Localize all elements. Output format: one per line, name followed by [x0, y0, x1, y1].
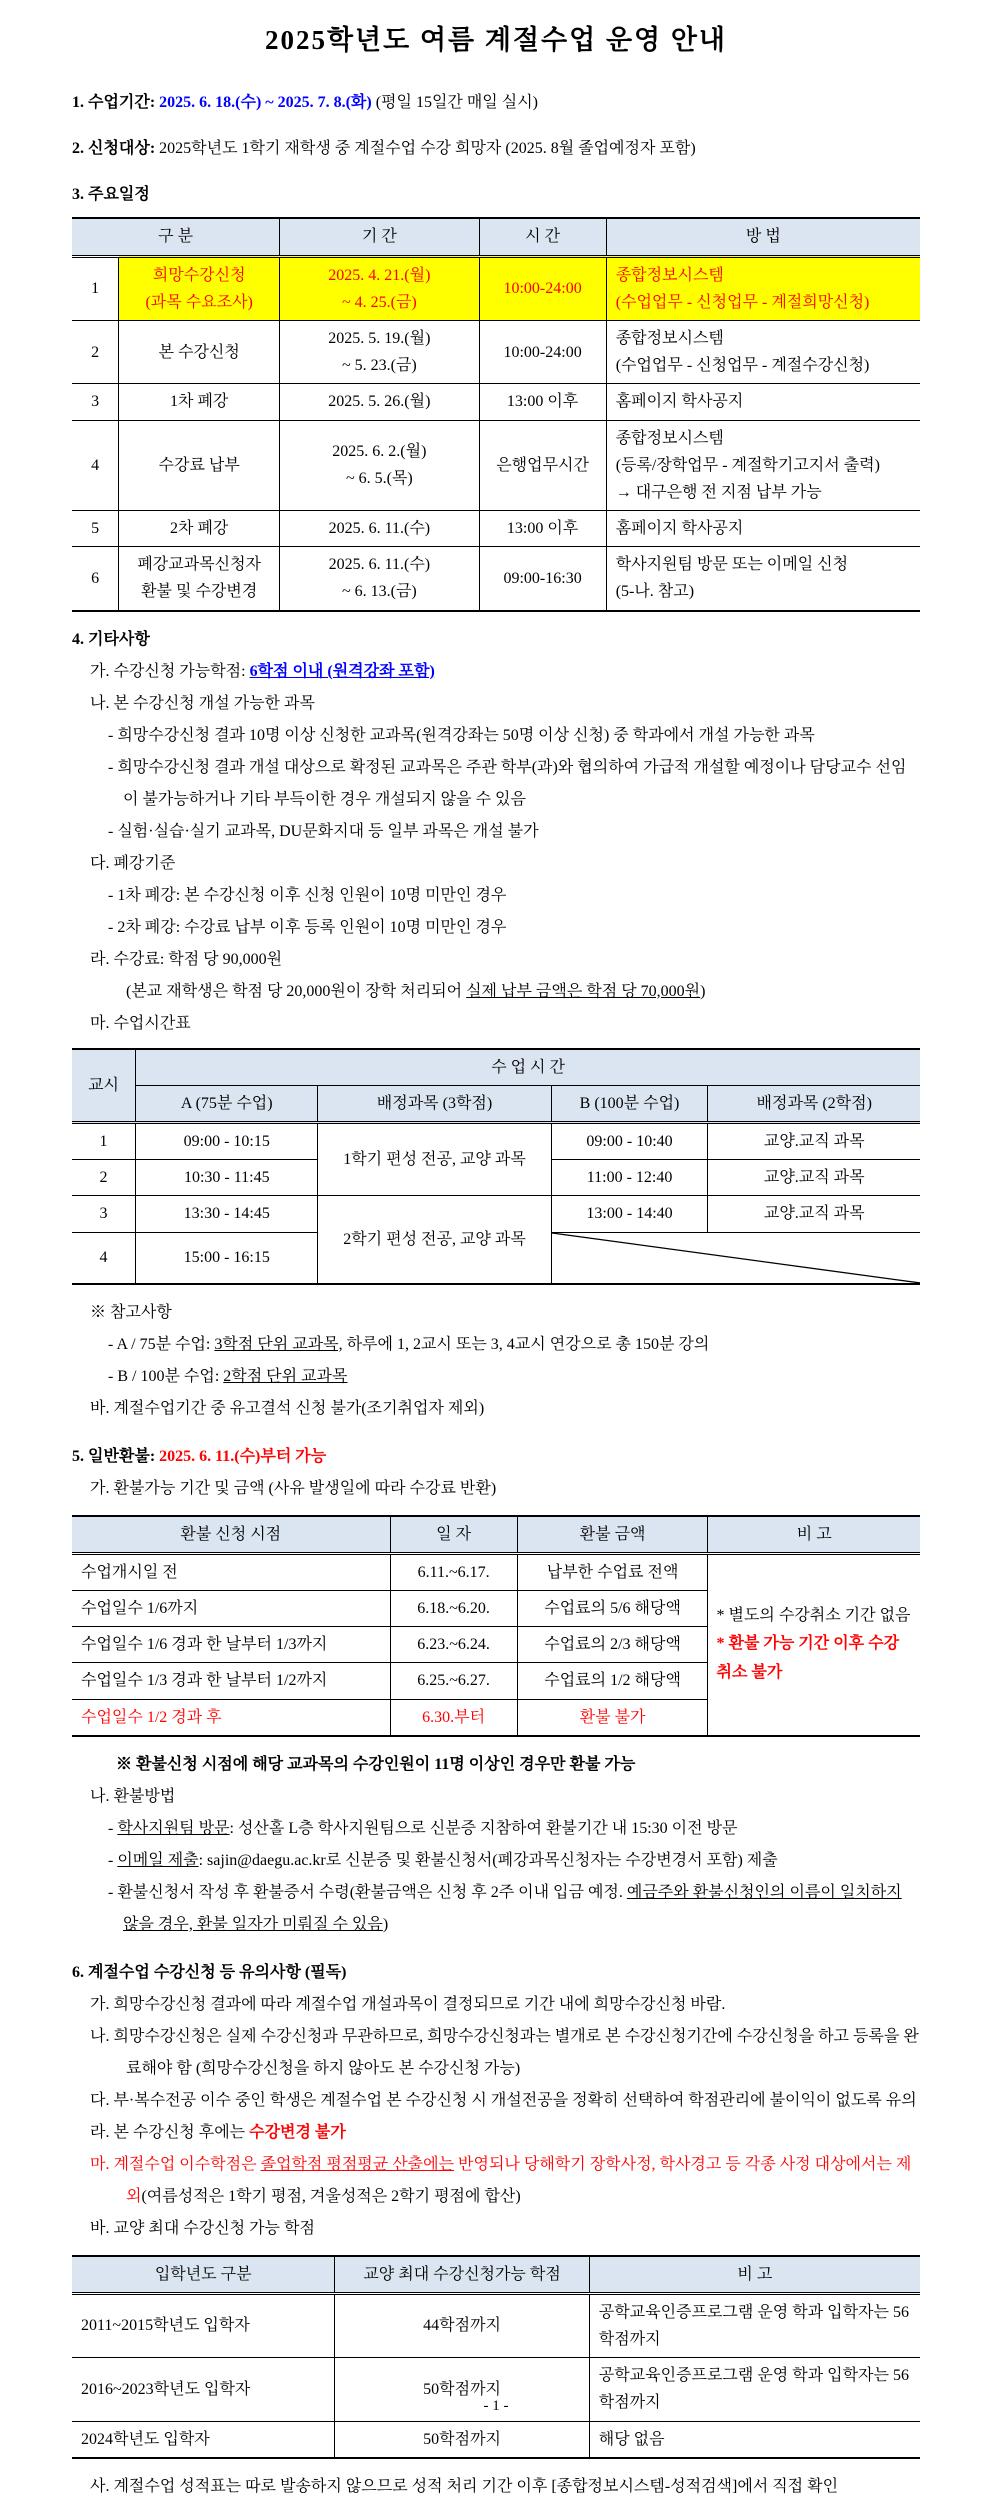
timetable-notes-heading: ※ 참고사항 — [90, 1303, 172, 1321]
timetable-header-period: 교시 — [72, 1049, 136, 1123]
credits-header-cohort: 입학년도 구분 — [72, 2256, 335, 2294]
table-row — [72, 1196, 920, 1232]
credits-note: 공학교육인증프로그램 운영 학과 입학자는 56학점까지 — [589, 2293, 920, 2357]
schedule-period-line2: ~ 4. 25.(금) — [341, 293, 417, 311]
credits-value: 44학점까지 — [335, 2293, 589, 2357]
section6-item-sa: 사. 계절수업 성적표는 따로 발송하지 않으므로 성적 처리 기간 이후 [종합정보시스템-성적검색]에서 직접 확인 — [90, 2477, 839, 2495]
section6-ma-mid: 반영되나 당해학기 장학사정, 학사경고 등 각종 사정 대상에서는 제외 — [126, 2155, 912, 2205]
intro-item-schedule-heading: 3. 주요일정 — [72, 185, 150, 203]
page-number: - 1 - — [483, 2398, 509, 2414]
section6-ma-underline: 졸업학점 평점평균 산출에는 — [260, 2155, 455, 2173]
credit-limit-link[interactable]: 6학점 이내 (원격강좌 포함) — [249, 662, 435, 680]
schedule-row-method — [606, 547, 920, 611]
table-row — [72, 420, 920, 511]
method3-post: ) — [382, 1915, 389, 1933]
section6-item-ba: 바. 교양 최대 수강신청 가능 학점 — [90, 2219, 315, 2237]
list-item — [108, 1813, 920, 1845]
list-item: - 실험·실습·실기 교과목, DU문화지대 등 일부 과목은 개설 불가 — [108, 822, 539, 840]
section5-item-ga: 가. 환불가능 기간 및 금액 (사유 발생일에 따라 수강료 반환) — [90, 1479, 497, 1497]
refund-header-date: 일 자 — [390, 1516, 517, 1554]
schedule-method-line1: 학사지원팀 방문 또는 이메일 신청 — [615, 556, 849, 574]
refund-header-remark: 비 고 — [708, 1516, 920, 1554]
timetable-b-time: 09:00 - 10:40 — [551, 1123, 708, 1160]
timetable-b-assign: 교양.교직 과목 — [708, 1196, 920, 1232]
section5-heading — [72, 1441, 920, 1473]
credits-note: 공학교육인증프로그램 운영 학과 입학자는 56학점까지 — [589, 2358, 920, 2421]
schedule-method-line1: 종합정보시스템 — [615, 329, 724, 347]
schedule-row-no: 4 — [72, 420, 119, 511]
schedule-row-method — [606, 256, 920, 320]
schedule-name-line1: 희망수강신청 — [152, 266, 246, 284]
schedule-row-time: 10:00-24:00 — [479, 320, 606, 383]
tuition-note-pre: (본교 재학생은 학점 당 20,000원이 장학 처리되어 — [126, 982, 467, 1000]
method3-pre: - 환불신청서 작성 후 환불증서 수령(환불금액은 신청 후 2주 이내 입금 예정. — [108, 1883, 627, 1901]
section6-ma-paren: (여름성적은 1학기 평점, 겨울성적은 2학기 평점에 합산) — [141, 2187, 521, 2205]
schedule-method-line2: (등록/장학업무 - 계절학기고지서 출력) — [615, 456, 880, 474]
credits-value: 50학점까지 — [335, 2358, 589, 2421]
method1-rest: : 성산홀 L층 학사지원팀으로 신분증 지참하여 환불기간 내 15:30 이전 방문 — [229, 1819, 738, 1837]
schedule-row-name: 1차 폐강 — [119, 384, 280, 420]
section6-item-ra — [90, 2117, 920, 2149]
refund-point: 수업일수 1/3 경과 한 날부터 1/2까지 — [72, 1663, 390, 1699]
timetable-header-a: A (75분 수업) — [136, 1085, 318, 1122]
intro-item2-text: 2025학년도 1학기 재학생 중 계절수업 수강 희망자 (2025. 8월 졸업예정자 포함) — [159, 139, 696, 157]
section6-ma-pre: 마. 계절수업 이수학점은 — [90, 2155, 261, 2173]
refund-point: 수업개시일 전 — [72, 1553, 390, 1590]
section4-item-ga — [90, 656, 920, 688]
schedule-name-line2: (과목 수요조사) — [145, 293, 253, 311]
timetable-sem1-merge: 1학기 편성 전공, 교양 과목 — [318, 1123, 551, 1196]
timetable-b-time: 11:00 - 12:40 — [551, 1160, 708, 1196]
intro-item-class-period — [72, 91, 920, 116]
intro-item-eligibility — [72, 137, 920, 162]
credits-cohort: 2016~2023학년도 입학자 — [72, 2358, 335, 2421]
timetable-b-time: 13:00 - 14:40 — [551, 1196, 708, 1232]
schedule-method-line1: 종합정보시스템 — [615, 429, 724, 447]
refund-header-row — [72, 1516, 920, 1554]
schedule-method-line2: (수업업무 - 신청업무 - 계절희망신청) — [615, 293, 870, 311]
refund-amount: 환불 불가 — [517, 1699, 708, 1736]
table-row — [72, 384, 920, 420]
credits-cohort: 2024학년도 입학자 — [72, 2421, 335, 2458]
schedule-row-method: 홈페이지 학사공지 — [606, 384, 920, 420]
list-item: - 2차 폐강: 수강료 납부 이후 등록 인원이 10명 미만인 경우 — [108, 918, 507, 936]
tuition-note-underline: 실제 납부 금액은 학점 당 70,000원 — [466, 982, 701, 1000]
schedule-row-no: 2 — [72, 320, 119, 383]
schedule-method-line1: 종합정보시스템 — [615, 266, 724, 284]
schedule-header-gigan: 기 간 — [280, 218, 479, 256]
refund-amount: 납부한 수업료 전액 — [517, 1553, 708, 1590]
tuition-note-post: ) — [700, 982, 706, 1000]
schedule-header-gubun: 구 분 — [72, 218, 280, 256]
refund-amount: 수업료의 2/3 해당액 — [517, 1627, 708, 1663]
method1-underline: 학사지원팀 방문 — [117, 1819, 230, 1837]
timetable-a-time: 10:30 - 11:45 — [136, 1160, 318, 1196]
refund-remark — [708, 1553, 920, 1735]
timetable-header-b-assign: 배정과목 (2학점) — [708, 1085, 920, 1122]
refund-amount: 수업료의 5/6 해당액 — [517, 1590, 708, 1626]
section5-heading-date: 2025. 6. 11.(수)부터 가능 — [159, 1447, 327, 1465]
schedule-row-no: 3 — [72, 384, 119, 420]
schedule-row-time: 은행업무시간 — [479, 420, 606, 511]
list-item — [108, 1877, 920, 1941]
table-row — [72, 1553, 920, 1590]
section6-item-da: 다. 부·복수전공 이수 중인 학생은 계절수업 본 수강신청 시 개설전공을 정확히 선택하여 학점관리에 불이익이 없도록 유의 — [90, 2091, 917, 2109]
refund-eligibility-note: ※ 환불신청 시점에 해당 교과목의 수강인원이 11명 이상인 경우만 환불 가능 — [116, 1755, 636, 1773]
schedule-row-no: 6 — [72, 547, 119, 611]
refund-date: 6.18.~6.20. — [390, 1590, 517, 1626]
credits-header-row — [72, 2256, 920, 2294]
table-row — [72, 547, 920, 611]
section4-ga-label: 가. 수강신청 가능학점: — [90, 662, 250, 680]
timetable-header-row2 — [72, 1085, 920, 1122]
timetable-period-no: 2 — [72, 1160, 136, 1196]
list-item: - 1차 폐강: 본 수강신청 이후 신청 인원이 10명 미만인 경우 — [108, 886, 507, 904]
list-item — [108, 1845, 920, 1877]
schedule-period-line2: ~ 6. 5.(목) — [345, 470, 413, 488]
refund-point: 수업일수 1/6까지 — [72, 1590, 390, 1626]
diagonal-slash-icon — [552, 1233, 920, 1283]
note-a-post: 하루에 1, 2교시 또는 3, 4교시 연강으로 총 150분 강의 — [342, 1335, 710, 1353]
timetable-period-no: 4 — [72, 1232, 136, 1284]
timetable-header-b: B (100분 수업) — [551, 1085, 708, 1122]
credits-cohort: 2011~2015학년도 입학자 — [72, 2293, 335, 2357]
credits-table — [72, 2255, 920, 2459]
intro-item1-label: 1. 수업기간: — [72, 94, 156, 111]
table-row — [72, 511, 920, 547]
schedule-header-bangbeob: 방 법 — [606, 218, 920, 256]
schedule-row-name — [119, 547, 280, 611]
table-row — [72, 2421, 920, 2458]
timetable-a-time: 09:00 - 10:15 — [136, 1123, 318, 1160]
section4-item-da: 다. 폐강기준 — [90, 854, 176, 872]
list-item — [108, 1361, 920, 1393]
credits-header-credits: 교양 최대 수강신청가능 학점 — [335, 2256, 589, 2294]
schedule-row-name — [119, 256, 280, 320]
schedule-row-name: 2차 폐강 — [119, 511, 280, 547]
section5-heading-label: 5. 일반환불: — [72, 1447, 160, 1465]
schedule-period-line1: 2025. 6. 11.(수) — [328, 556, 431, 574]
refund-date: 6.25.~6.27. — [390, 1663, 517, 1699]
schedule-period-line1: 2025. 5. 19.(월) — [328, 329, 431, 347]
list-item: - 희망수강신청 결과 10명 이상 신청한 교과목(원격강좌는 50명 이상 신청) 중 학과에서 개설 가능한 과목 — [108, 726, 815, 744]
section6-item-ma — [90, 2149, 920, 2213]
note-a-pre: - A / 75분 수업: — [108, 1335, 215, 1353]
schedule-period-line1: 2025. 6. 2.(월) — [332, 443, 427, 461]
schedule-row-period — [280, 320, 479, 383]
intro-item2-label: 2. 신청대상: — [72, 139, 156, 157]
table-row — [72, 320, 920, 383]
note-a-underline: 3학점 단위 교과목, — [214, 1335, 343, 1353]
refund-remark-black: * 별도의 수강취소 기간 없음 — [716, 1606, 911, 1624]
intro-item1-dates: 2025. 6. 18.(수) ~ 2025. 7. 8.(화) — [159, 94, 372, 111]
schedule-name-line2: 환불 및 수강변경 — [141, 583, 258, 601]
schedule-period-line2: ~ 6. 13.(금) — [341, 583, 417, 601]
refund-remark-red: * 환불 가능 기간 이후 수강취소 불가 — [716, 1635, 900, 1682]
credits-header-note: 비 고 — [589, 2256, 920, 2294]
table-row — [72, 256, 920, 320]
section4-item-ba: 바. 계절수업기간 중 유고결석 신청 불가(조기취업자 제외) — [90, 1399, 485, 1417]
timetable-header-classtime: 수 업 시 간 — [136, 1049, 920, 1086]
schedule-row-period — [280, 547, 479, 611]
schedule-row-period — [280, 256, 479, 320]
timetable-b-assign: 교양.교직 과목 — [708, 1123, 920, 1160]
section4-item-na: 나. 본 수강신청 개설 가능한 과목 — [90, 694, 315, 712]
schedule-row-method — [606, 320, 920, 383]
schedule-method-line2: (5-나. 참고) — [615, 583, 695, 601]
timetable-period-no: 1 — [72, 1123, 136, 1160]
refund-point: 수업일수 1/2 경과 후 — [72, 1699, 390, 1736]
refund-date: 6.11.~6.17. — [390, 1553, 517, 1590]
section6-ra-red: 수강변경 불가 — [249, 2123, 346, 2141]
refund-header-amount: 환불 금액 — [517, 1516, 708, 1554]
method3-underline: 예금주와 환불신청인의 이름이 일치하지 않을 경우, 환불 일자가 미뤄질 수 있음 — [123, 1883, 902, 1933]
refund-date: 6.23.~6.24. — [390, 1627, 517, 1663]
table-row — [72, 2293, 920, 2357]
schedule-row-no: 5 — [72, 511, 119, 547]
note-b-pre: - B / 100분 수업: — [108, 1367, 224, 1385]
timetable — [72, 1048, 920, 1285]
section6-item-na: 나. 희망수강신청은 실제 수강신청과 무관하므로, 희망수강신청과는 별개로 본 수강신청기간에 수강신청을 하고 등록을 완료해야 함 (희망수강신청을 하지 않아도 본 수강신청 가능) — [90, 2027, 919, 2077]
schedule-header-row — [72, 218, 920, 256]
list-item: - 희망수강신청 결과 개설 대상으로 확정된 교과목은 주관 학부(과)와 협의하여 가급적 개설할 예정이나 담당교수 선임이 불가능하거나 기타 부득이한 경우 개설되지 않을 수 있음 — [108, 758, 907, 808]
refund-header-point: 환불 신청 시점 — [72, 1516, 390, 1554]
method1-pre: - — [108, 1819, 118, 1837]
section6-item-ga: 가. 희망수강신청 결과에 따라 계절수업 개설과목이 결정되므로 기간 내에 희망수강신청 바람. — [90, 1995, 726, 2013]
section6-heading: 6. 계절수업 수강신청 등 유의사항 (필독) — [72, 1963, 347, 1981]
tuition-note — [126, 976, 920, 1008]
note-b-underline: 2학점 단위 교과목 — [223, 1367, 348, 1385]
timetable-empty-cell — [551, 1232, 920, 1284]
schedule-row-period: 2025. 5. 26.(월) — [280, 384, 479, 420]
schedule-row-time: 13:00 이후 — [479, 384, 606, 420]
timetable-header-row1 — [72, 1049, 920, 1086]
schedule-header-sigan: 시 간 — [479, 218, 606, 256]
intro-item1-rest: (평일 15일간 매일 실시) — [375, 94, 539, 111]
schedule-row-no: 1 — [72, 256, 119, 320]
credits-note: 해당 없음 — [589, 2421, 920, 2458]
timetable-sem2-merge: 2학기 편성 전공, 교양 과목 — [318, 1196, 551, 1284]
table-row — [72, 1123, 920, 1160]
schedule-row-time: 13:00 이후 — [479, 511, 606, 547]
timetable-period-no: 3 — [72, 1196, 136, 1232]
refund-date: 6.30.부터 — [390, 1699, 517, 1736]
schedule-method-line3: → 대구은행 전 지점 납부 가능 — [615, 483, 822, 501]
timetable-header-a-assign: 배정과목 (3학점) — [318, 1085, 551, 1122]
schedule-row-method: 홈페이지 학사공지 — [606, 511, 920, 547]
method2-pre: - — [108, 1851, 118, 1869]
section4-item-ra: 라. 수강료: 학점 당 90,000원 — [90, 950, 283, 968]
timetable-a-time: 13:30 - 14:45 — [136, 1196, 318, 1232]
list-item — [108, 1329, 920, 1361]
section4-heading: 4. 기타사항 — [72, 630, 150, 648]
schedule-name-line1: 폐강교과목신청자 — [137, 556, 261, 574]
page-title: 2025학년도 여름 계절수업 운영 안내 — [264, 25, 728, 55]
schedule-row-name: 본 수강신청 — [119, 320, 280, 383]
schedule-row-time: 09:00-16:30 — [479, 547, 606, 611]
section5-item-na: 나. 환불방법 — [90, 1787, 176, 1805]
section4-item-ma: 마. 수업시간표 — [90, 1014, 191, 1032]
schedule-table — [72, 217, 920, 611]
credits-value: 50학점까지 — [335, 2421, 589, 2458]
refund-table — [72, 1515, 920, 1737]
timetable-b-assign: 교양.교직 과목 — [708, 1160, 920, 1196]
refund-point: 수업일수 1/6 경과 한 날부터 1/3까지 — [72, 1627, 390, 1663]
timetable-a-time: 15:00 - 16:15 — [136, 1232, 318, 1284]
schedule-row-time: 10:00-24:00 — [479, 256, 606, 320]
schedule-method-line2: (수업업무 - 신청업무 - 계절수강신청) — [615, 357, 870, 375]
refund-amount: 수업료의 1/2 해당액 — [517, 1663, 708, 1699]
method2-underline: 이메일 제출 — [117, 1851, 199, 1869]
schedule-row-period — [280, 420, 479, 511]
method2-rest: : sajin@daegu.ac.kr로 신분증 및 환불신청서(폐강과목신청자는 수강변경서 포함) 제출 — [198, 1851, 778, 1869]
section6-ra-pre: 라. 본 수강신청 후에는 — [90, 2123, 250, 2141]
schedule-row-method — [606, 420, 920, 511]
schedule-row-name: 수강료 납부 — [119, 420, 280, 511]
schedule-period-line2: ~ 5. 23.(금) — [341, 357, 417, 375]
schedule-period-line1: 2025. 4. 21.(월) — [328, 266, 431, 284]
schedule-row-period: 2025. 6. 11.(수) — [280, 511, 479, 547]
